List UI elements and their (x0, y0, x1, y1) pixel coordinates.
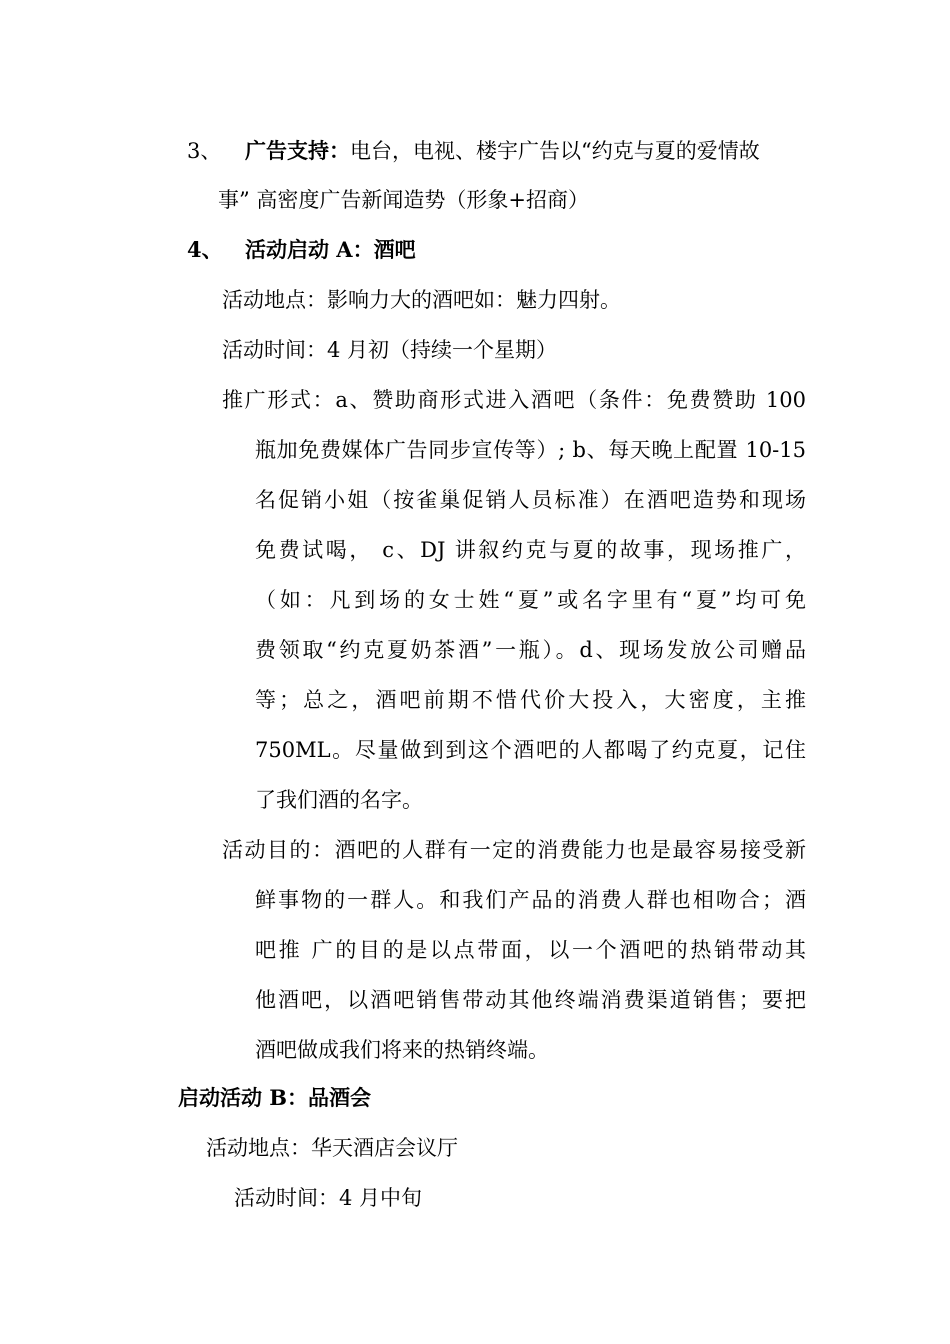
item3-label: 广告支持： (245, 138, 350, 163)
activity-b-location: 活动地点：华天酒店会议厅 (206, 1136, 458, 1160)
item3-number: 3、 (187, 139, 222, 163)
item4-time: 活动时间：4 月初（持续一个星期） (222, 338, 558, 362)
item3-text: 电台，电视、楼宇广告以“约克与夏的爱情故 (350, 139, 760, 163)
promo-line: 750ML。尽量做到到这个酒吧的人都喝了约克夏，记住 (255, 738, 806, 762)
item3-line2: 事” 高密度广告新闻造势（形象+招商） (218, 188, 590, 212)
promo-line: 名促销小姐（按雀巢促销人员标准）在酒吧造势和现场 (255, 488, 806, 512)
promo-line: 等；总之，酒吧前期不惜代价大投入，大密度，主推 (255, 688, 806, 712)
promo-line: 推广形式：a、赞助商形式进入酒吧（条件：免费赞助 100 (222, 388, 806, 412)
activity-b-heading: 启动活动 B：品酒会 (178, 1085, 372, 1110)
activity-b-time: 活动时间：4 月中旬 (234, 1186, 423, 1210)
promo-line: 费领取“约克夏奶茶酒”一瓶）。d、现场发放公司赠品 (255, 638, 806, 662)
goal-line: 活动目的：酒吧的人群有一定的消费能力也是最容易接受新 (222, 838, 806, 862)
promo-line: 了我们酒的名字。 (255, 788, 423, 812)
goal-line: 鲜事物的一群人。和我们产品的消费人群也相吻合；酒 (255, 888, 806, 912)
promo-line: （如：凡到场的女士姓“夏”或名字里有“夏”均可免 (255, 588, 806, 612)
promo-line: 免费试喝， c、DJ 讲叙约克与夏的故事，现场推广， (255, 538, 806, 562)
item4-heading: 活动启动 A：酒吧 (245, 237, 416, 262)
goal-line: 酒吧做成我们将来的热销终端。 (255, 1038, 549, 1062)
promo-line: 瓶加免费媒体广告同步宣传等）; b、每天晚上配置 10-15 (255, 438, 806, 462)
goal-line: 吧推 广的目的是以点带面，以一个酒吧的热销带动其 (255, 938, 806, 962)
item4-location: 活动地点：影响力大的酒吧如：魅力四射。 (222, 288, 621, 312)
item3-line1 (245, 137, 760, 165)
goal-line: 他酒吧，以酒吧销售带动其他终端消费渠道销售；要把 (255, 988, 806, 1012)
item4-number: 4、 (187, 237, 223, 262)
